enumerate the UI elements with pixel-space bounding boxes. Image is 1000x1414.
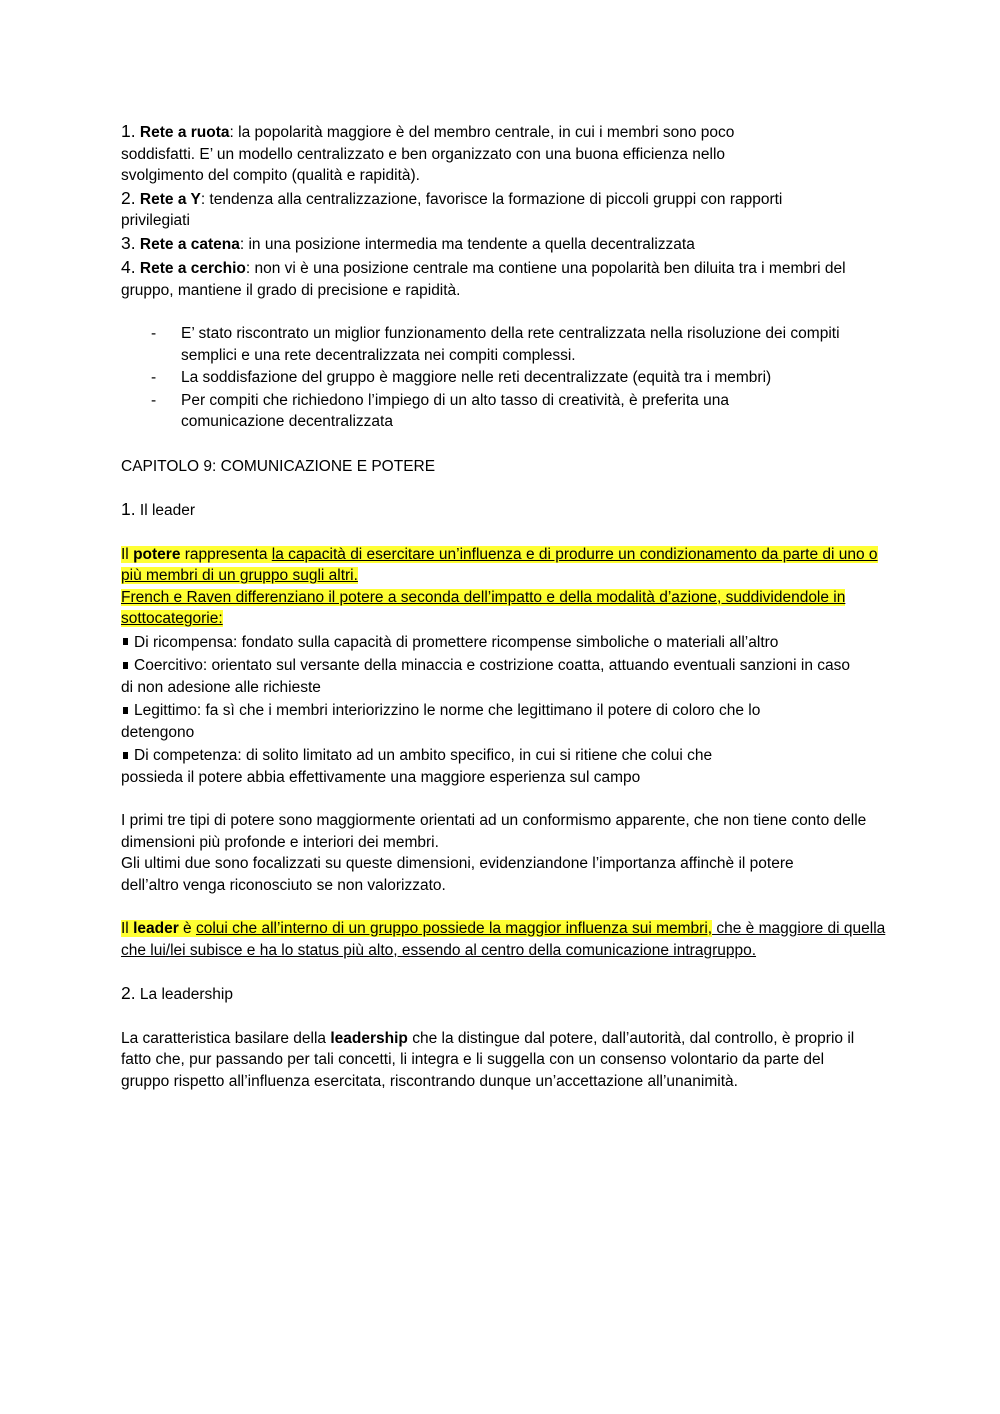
square-bullet-icon <box>123 662 128 669</box>
document-page <box>121 121 891 1092</box>
paragraph: I primi tre tipi di potere sono maggiormente orientati ad un conformismo apparente, che non tiene conto delle dimensioni più profonde e interiori dei membri. <box>121 812 867 851</box>
square-bullet-icon <box>123 638 128 645</box>
network-item: 3. Rete a catena: in una posizione intermedia ma tendente a quella decentralizzata <box>121 232 695 253</box>
network-term: Rete a Y <box>139 190 201 208</box>
leadership-paragraph: La caratteristica basilare della leadership che la distingue dal potere, dall’autorità, dal controllo, è proprio il fatto che, pur passando per tali concetti, li integra e li suggella con un consenso volontario da parte del gruppo rispetto all’influenza esercitata, riscontrando dunque un’accettazione all’unanimità. <box>121 1029 855 1090</box>
section-heading: 2. La leadership <box>121 983 233 1003</box>
paragraph: Gli ultimi due sono focalizzati su queste dimensioni, evidenziandone l’importanza affinchè il potere dell’altro venga riconosciuto se non valorizzato. <box>121 855 794 894</box>
french-raven-note: French e Raven differenziano il potere a seconda dell’impatto e della modalità d’azione, suddividendole in sottocategorie: <box>121 588 846 627</box>
leader-definition: Il leader è colui che all’interno di un gruppo possiede la maggior influenza sui membri, che è maggiore di quella che lui/lei subisce e ha lo status più alto, essendo al centro della comunicazione intragruppo. <box>121 920 886 959</box>
square-bullet-icon <box>123 707 128 714</box>
list-item: Di competenza: di solito limitato ad un ambito specifico, in cui si ritiene che colui che possieda il potere abbia effettivamente una maggiore esperienza sul campo <box>121 747 713 786</box>
list-item: Legittimo: fa sì che i membri interiorizzino le norme che legittimano il potere di coloro che lo detengono <box>121 702 761 741</box>
power-definition: Il potere rappresenta la capacità di esercitare un’influenza e di produrre un condizionamento da parte di uno o più membri di un gruppo sugli altri. <box>121 545 878 584</box>
list-item: - La soddisfazione del gruppo è maggiore nelle reti decentralizzate (equità tra i membri) <box>151 369 772 386</box>
network-item: 1. Rete a ruota: la popolarità maggiore è del membro centrale, in cui i membri sono poco soddisfatti. E’ un modello centralizzato e ben organizzato con una buona efficienza nello svolgimento del compito (qualità e rapidità). <box>121 121 735 184</box>
list-item: - E’ stato riscontrato un miglior funzionamento della rete centralizzata nella risoluzione dei compiti semplici e una rete decentralizzata nei compiti complessi. <box>151 325 840 364</box>
chapter-title: CAPITOLO 9: COMUNICAZIONE E POTERE <box>121 457 436 475</box>
network-item: 4. Rete a cerchio: non vi è una posizione centrale ma contiene una popolarità ben diluita tra i membri del gruppo, mantiene il grado di precisione e rapidità. <box>121 257 846 299</box>
findings-list <box>121 323 891 433</box>
power-definition-text: la capacità di esercitare un’influenza e di produrre un condizionamento da parte di uno o più membri di un gruppo sugli altri. <box>121 545 878 584</box>
network-term: Rete a catena <box>139 235 240 253</box>
network-term: Rete a ruota <box>139 124 230 141</box>
list-item: Coercitivo: orientato sul versante della minaccia e costrizione coatta, attuando eventuali sanzioni in caso di non adesione alle richieste <box>121 657 850 696</box>
network-item: 2. Rete a Y: tendenza alla centralizzazione, favorisce la formazione di piccoli gruppi con rapporti privilegiati <box>121 187 783 229</box>
leadership-term: leadership <box>330 1029 408 1047</box>
square-bullet-icon <box>123 752 128 759</box>
network-list <box>121 121 891 301</box>
list-item: - Per compiti che richiedono l’impiego di un alto tasso di creatività, è preferita una comunicazione decentralizzata <box>151 391 729 430</box>
section-heading: 1. Il leader <box>121 499 196 519</box>
list-item: Di ricompensa: fondato sulla capacità di promettere ricompense simboliche o materiali all’altro <box>121 632 891 654</box>
network-term: Rete a cerchio <box>139 260 246 277</box>
power-categories <box>121 632 891 789</box>
